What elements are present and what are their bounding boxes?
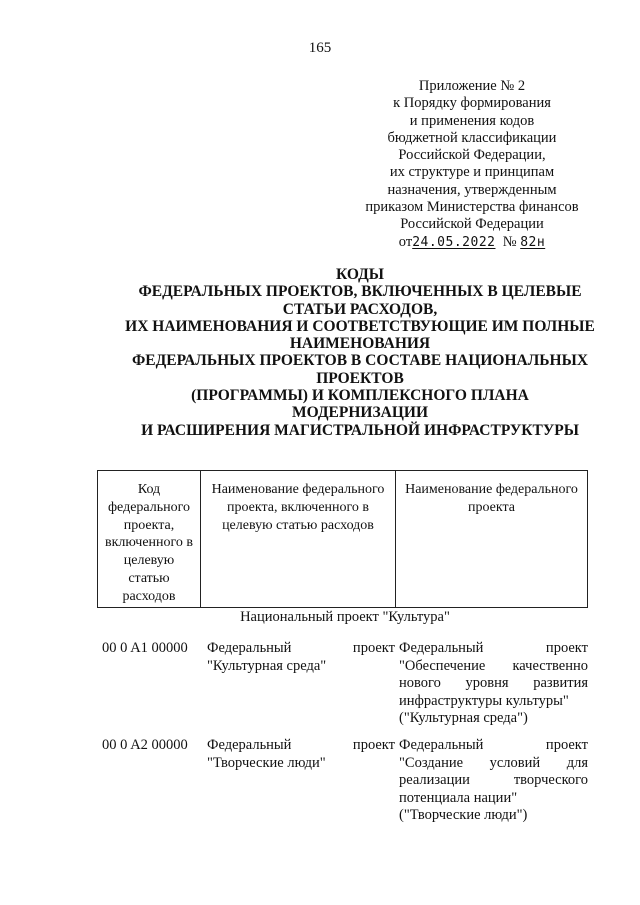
- project-full-name: [399, 737, 588, 825]
- title-line: ПРОЕКТОВ: [316, 369, 404, 387]
- title-line: НАИМЕНОВАНИЯ: [289, 335, 431, 353]
- document-title: [100, 266, 620, 439]
- title-line: ФЕДЕРАЛЬНЫХ ПРОЕКТОВ В СОСТАВЕ НАЦИОНАЛЬНЫХ: [131, 352, 589, 370]
- order-date-line: [352, 234, 592, 251]
- project-full-name-text: Федеральный проект "Обеспечение качественно нового уровня развития инфраструктуры культуры": [399, 640, 588, 709]
- project-name: Федеральный проект "Культурная среда": [207, 640, 395, 674]
- appendix-line: приказом Министерства финансов: [365, 199, 579, 216]
- table-header-name: Наименование федерального проекта, включенного в целевую статью расходов: [201, 471, 396, 607]
- project-full-name-tail: ("Культурная среда"): [399, 710, 528, 727]
- project-code: 00 0 A1 00000: [102, 640, 188, 656]
- appendix-block: [352, 78, 592, 251]
- title-line: СТАТЬИ РАСХОДОВ,: [282, 300, 438, 318]
- title-line: (ПРОГРАММЫ) И КОМПЛЕКСНОГО ПЛАНА: [191, 387, 529, 405]
- title-line: МОДЕРНИЗАЦИИ: [291, 404, 429, 422]
- appendix-line: назначения, утвержденным: [387, 181, 557, 198]
- table-header-code: Код федерального проекта, включенного в целевую статью расходов: [98, 471, 201, 607]
- appendix-line: их структуре и принципам: [389, 164, 555, 181]
- appendix-line: к Порядку формирования: [393, 95, 551, 112]
- order-number: 82н: [520, 234, 546, 250]
- title-line: КОДЫ: [335, 266, 385, 283]
- appendix-line: бюджетной классификации: [387, 129, 557, 146]
- project-full-name-tail: ("Творческие люди"): [399, 807, 528, 824]
- project-full-name: [399, 640, 588, 728]
- order-date: 24.05.2022: [412, 234, 496, 250]
- title-line: И РАСШИРЕНИЯ МАГИСТРАЛЬНОЙ ИНФРАСТРУКТУРЫ: [141, 421, 579, 439]
- appendix-line: Российской Федерации,: [398, 147, 546, 164]
- title-line: ИХ НАИМЕНОВАНИЯ И СООТВЕТСТВУЮЩИЕ ИМ ПОЛНЫЕ: [125, 317, 595, 335]
- table-header-full-name: Наименование федерального проекта: [405, 482, 578, 515]
- project-name: Федеральный проект "Творческие люди": [207, 737, 395, 771]
- number-prefix: №: [502, 233, 517, 250]
- header-table: [97, 470, 588, 608]
- appendix-line: и применения кодов: [409, 112, 535, 129]
- title-line: ФЕДЕРАЛЬНЫХ ПРОЕКТОВ, ВКЛЮЧЕННЫХ В ЦЕЛЕВЫЕ: [138, 283, 582, 301]
- project-code: 00 0 A2 00000: [102, 737, 188, 753]
- appendix-line: Приложение № 2: [418, 78, 526, 94]
- section-heading: Национальный проект "Культура": [240, 609, 450, 625]
- date-prefix: от: [398, 233, 413, 250]
- page-number: 165: [308, 40, 332, 56]
- appendix-line: Российской Федерации: [400, 216, 544, 233]
- project-full-name-text: Федеральный проект "Создание условий для реализации творческого потенциала нации": [399, 737, 588, 806]
